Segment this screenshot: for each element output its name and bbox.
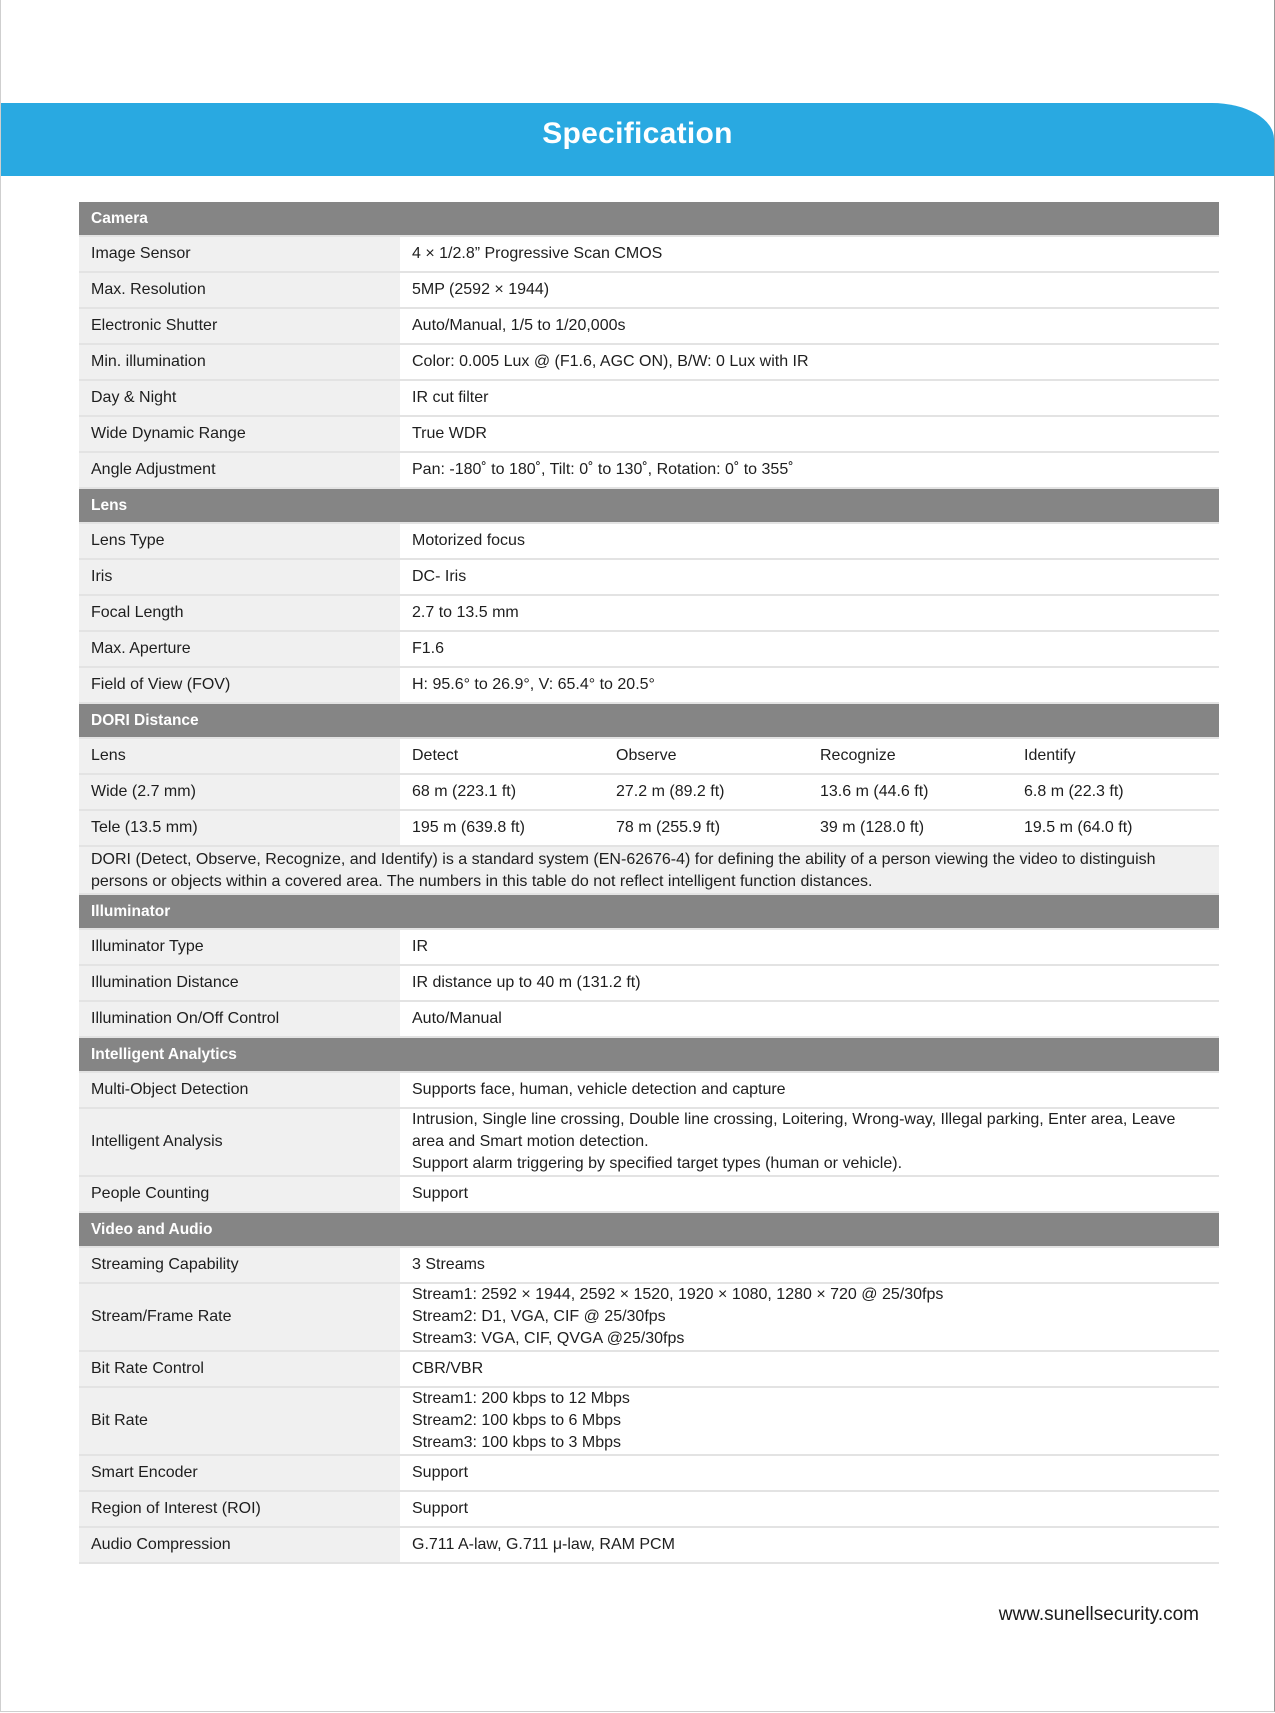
table-row bbox=[79, 1455, 1219, 1491]
spec-label: Day & Night bbox=[79, 380, 400, 416]
spec-label: Electronic Shutter bbox=[79, 308, 400, 344]
section-header-video-audio bbox=[79, 1212, 1219, 1247]
dori-cell: 68 m (223.1 ft) bbox=[400, 774, 604, 810]
spec-label: Illumination Distance bbox=[79, 965, 400, 1001]
table-row bbox=[79, 344, 1219, 380]
section-header-lens bbox=[79, 488, 1219, 523]
spec-label: Smart Encoder bbox=[79, 1455, 400, 1491]
spec-value: IR distance up to 40 m (131.2 ft) bbox=[400, 965, 1219, 1001]
table-row bbox=[79, 380, 1219, 416]
spec-value: IR bbox=[400, 929, 1219, 965]
spec-value: Support bbox=[400, 1491, 1219, 1527]
spec-label: Min. illumination bbox=[79, 344, 400, 380]
spec-value-line: Intrusion, Single line crossing, Double line crossing, Loitering, Wrong-way, Illegal parking, Enter area, Leave bbox=[412, 1111, 1176, 1128]
table-row bbox=[79, 929, 1219, 965]
spec-label: Bit Rate Control bbox=[79, 1351, 400, 1387]
section-header-camera bbox=[79, 202, 1219, 236]
spec-value: 5MP (2592 × 1944) bbox=[400, 272, 1219, 308]
spec-value: Auto/Manual, 1/5 to 1/20,000s bbox=[400, 308, 1219, 344]
table-row bbox=[79, 1247, 1219, 1283]
dori-column-header: Lens bbox=[79, 738, 400, 774]
spec-label: Intelligent Analysis bbox=[79, 1108, 400, 1176]
dori-cell: Tele (13.5 mm) bbox=[79, 810, 400, 846]
spec-value-line: Stream2: D1, VGA, CIF @ 25/30fps bbox=[412, 1308, 666, 1325]
dori-cell: 39 m (128.0 ft) bbox=[808, 810, 1012, 846]
spec-label: Angle Adjustment bbox=[79, 452, 400, 488]
spec-value: 3 Streams bbox=[400, 1247, 1219, 1283]
table-row bbox=[79, 1387, 1219, 1455]
spec-label: Image Sensor bbox=[79, 236, 400, 272]
spec-label: Field of View (FOV) bbox=[79, 667, 400, 703]
spec-label: Wide Dynamic Range bbox=[79, 416, 400, 452]
spec-label: Multi-Object Detection bbox=[79, 1072, 400, 1108]
spec-value: F1.6 bbox=[400, 631, 1219, 667]
spec-value: 4 × 1/2.8” Progressive Scan CMOS bbox=[400, 236, 1219, 272]
spec-value: IR cut filter bbox=[400, 380, 1219, 416]
section-header-dori bbox=[79, 703, 1219, 738]
table-row bbox=[79, 1108, 1219, 1176]
section-title: Camera bbox=[79, 202, 1219, 236]
spec-value: Supports face, human, vehicle detection and capture bbox=[400, 1072, 1219, 1108]
spec-value bbox=[400, 1108, 1219, 1176]
spec-label: Region of Interest (ROI) bbox=[79, 1491, 400, 1527]
dori-column-header-row bbox=[79, 738, 1219, 774]
spec-value: CBR/VBR bbox=[400, 1351, 1219, 1387]
table-row bbox=[79, 1491, 1219, 1527]
table-row bbox=[79, 308, 1219, 344]
spec-value: Auto/Manual bbox=[400, 1001, 1219, 1037]
table-row bbox=[79, 810, 1219, 846]
dori-cell: Wide (2.7 mm) bbox=[79, 774, 400, 810]
spec-label: Max. Aperture bbox=[79, 631, 400, 667]
dori-cell: 195 m (639.8 ft) bbox=[400, 810, 604, 846]
dori-cell: 27.2 m (89.2 ft) bbox=[604, 774, 808, 810]
spec-label: Stream/Frame Rate bbox=[79, 1283, 400, 1351]
section-title: DORI Distance bbox=[79, 703, 1219, 738]
dori-column-header: Recognize bbox=[808, 738, 1012, 774]
spec-label: Streaming Capability bbox=[79, 1247, 400, 1283]
spec-label: Iris bbox=[79, 559, 400, 595]
spec-label: Bit Rate bbox=[79, 1387, 400, 1455]
spec-value: DC- Iris bbox=[400, 559, 1219, 595]
table-row bbox=[79, 631, 1219, 667]
spec-value: Motorized focus bbox=[400, 523, 1219, 559]
table-row bbox=[79, 774, 1219, 810]
table-row bbox=[79, 965, 1219, 1001]
table-row bbox=[79, 1001, 1219, 1037]
dori-column-header: Observe bbox=[604, 738, 808, 774]
spec-value-line: area and Smart motion detection. bbox=[412, 1133, 649, 1150]
spec-value: Pan: -180˚ to 180˚, Tilt: 0˚ to 130˚, Rotation: 0˚ to 355˚ bbox=[400, 452, 1219, 488]
section-header-analytics bbox=[79, 1037, 1219, 1072]
dori-note: DORI (Detect, Observe, Recognize, and Identify) is a standard system (EN-62676-4) for defining the ability of a person viewing the video to distinguish persons or objects within a covered area. The numbers in this table do not reflect intelligent function distances. bbox=[79, 846, 1219, 894]
spec-value: True WDR bbox=[400, 416, 1219, 452]
spec-label: Lens Type bbox=[79, 523, 400, 559]
specification-table bbox=[79, 202, 1219, 1564]
table-row bbox=[79, 236, 1219, 272]
spec-label: People Counting bbox=[79, 1176, 400, 1212]
section-title: Intelligent Analytics bbox=[79, 1037, 1219, 1072]
spec-value-line: Stream1: 2592 × 1944, 2592 × 1520, 1920 × 1080, 1280 × 720 @ 25/30fps bbox=[412, 1286, 944, 1303]
spec-label: Focal Length bbox=[79, 595, 400, 631]
table-row bbox=[79, 1176, 1219, 1212]
section-title: Lens bbox=[79, 488, 1219, 523]
table-row bbox=[79, 1351, 1219, 1387]
dori-note-row bbox=[79, 846, 1219, 894]
table-row bbox=[79, 595, 1219, 631]
dori-cell: 78 m (255.9 ft) bbox=[604, 810, 808, 846]
table-row bbox=[79, 452, 1219, 488]
dori-cell: 13.6 m (44.6 ft) bbox=[808, 774, 1012, 810]
spec-value-line: Stream3: VGA, CIF, QVGA @25/30fps bbox=[412, 1330, 685, 1347]
table-row bbox=[79, 523, 1219, 559]
section-header-illuminator bbox=[79, 894, 1219, 929]
spec-value-line: Stream3: 100 kbps to 3 Mbps bbox=[412, 1434, 621, 1451]
table-row bbox=[79, 1283, 1219, 1351]
table-row bbox=[79, 1072, 1219, 1108]
spec-value: G.711 A-law, G.711 μ-law, RAM PCM bbox=[400, 1527, 1219, 1563]
section-title: Illuminator bbox=[79, 894, 1219, 929]
spec-value: Support bbox=[400, 1176, 1219, 1212]
spec-label: Max. Resolution bbox=[79, 272, 400, 308]
table-row bbox=[79, 416, 1219, 452]
table-row bbox=[79, 272, 1219, 308]
dori-column-header: Detect bbox=[400, 738, 604, 774]
spec-value: H: 95.6° to 26.9°, V: 65.4° to 20.5° bbox=[400, 667, 1219, 703]
spec-value: Color: 0.005 Lux @ (F1.6, AGC ON), B/W: 0 Lux with IR bbox=[400, 344, 1219, 380]
section-title: Video and Audio bbox=[79, 1212, 1219, 1247]
dori-cell: 6.8 m (22.3 ft) bbox=[1012, 774, 1219, 810]
page-title: Specification bbox=[542, 117, 733, 150]
footer-website-link[interactable]: www.sunellsecurity.com bbox=[998, 1604, 1199, 1625]
table-row bbox=[79, 1527, 1219, 1563]
spec-value-line: Support alarm triggering by specified target types (human or vehicle). bbox=[412, 1155, 903, 1172]
dori-cell: 19.5 m (64.0 ft) bbox=[1012, 810, 1219, 846]
spec-value: Support bbox=[400, 1455, 1219, 1491]
spec-value-line: Stream1: 200 kbps to 12 Mbps bbox=[412, 1390, 630, 1407]
dori-column-header: Identify bbox=[1012, 738, 1219, 774]
spec-value-line: Stream2: 100 kbps to 6 Mbps bbox=[412, 1412, 621, 1429]
table-row bbox=[79, 559, 1219, 595]
spec-value: 2.7 to 13.5 mm bbox=[400, 595, 1219, 631]
table-row bbox=[79, 667, 1219, 703]
spec-value bbox=[400, 1387, 1219, 1455]
spec-label: Audio Compression bbox=[79, 1527, 400, 1563]
spec-value bbox=[400, 1283, 1219, 1351]
spec-label: Illumination On/Off Control bbox=[79, 1001, 400, 1037]
spec-label: Illuminator Type bbox=[79, 929, 400, 965]
